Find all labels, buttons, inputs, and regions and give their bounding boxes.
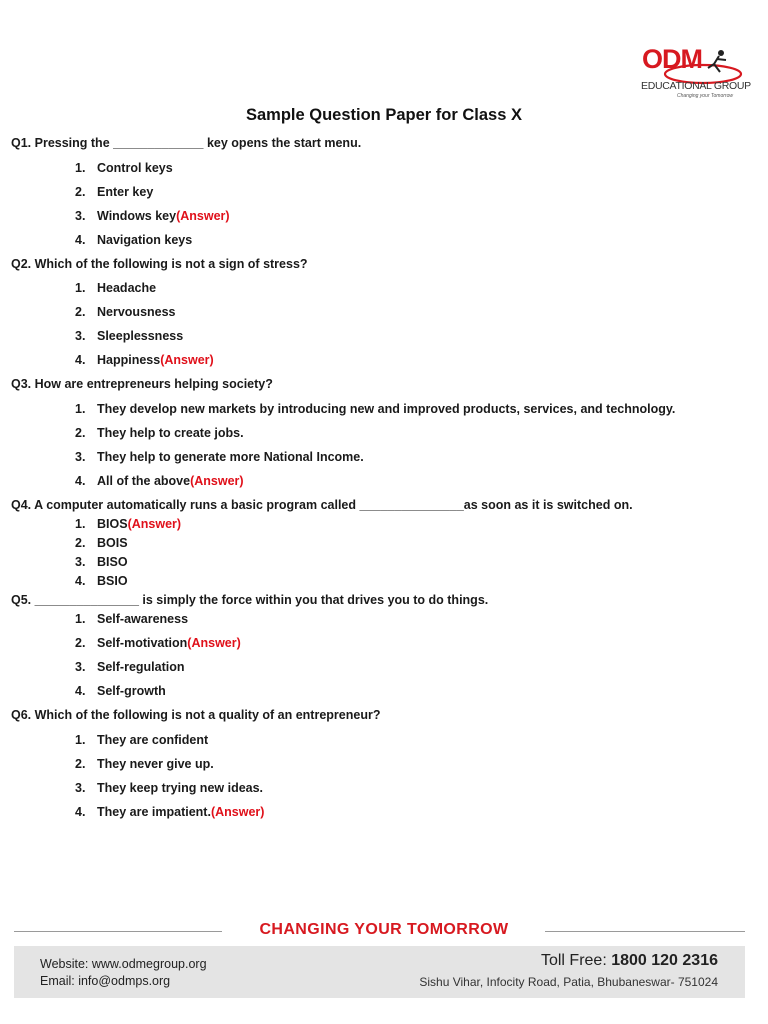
option-text: Navigation keys <box>97 233 193 247</box>
option-number: 2. <box>75 536 86 550</box>
question-4: Q4. A computer automatically runs a basic program called _______________as soon as it is switched on. <box>11 498 633 512</box>
footer-toll-free <box>541 952 718 970</box>
option-q2-3 <box>75 329 183 343</box>
toll-free-number: 1800 120 2316 <box>611 952 718 969</box>
option-text: They never give up. <box>97 757 214 771</box>
option-number: 1. <box>75 161 86 175</box>
option-q3-4 <box>75 474 244 488</box>
option-q3-3 <box>75 450 364 464</box>
answer-marker: (Answer) <box>127 517 182 531</box>
option-q5-4 <box>75 684 166 698</box>
option-q3-1 <box>75 402 675 416</box>
option-text: Nervousness <box>97 305 176 319</box>
answer-marker: (Answer) <box>176 209 230 223</box>
option-text: All of the above <box>97 474 191 488</box>
footer-website[interactable]: Website: www.odmegroup.org <box>40 957 207 971</box>
option-q5-1 <box>75 612 188 626</box>
option-text: They help to generate more National Income. <box>97 450 364 464</box>
logo-brand: ODM <box>642 44 702 74</box>
option-text: They are confident <box>97 733 209 747</box>
option-number: 3. <box>75 555 86 569</box>
option-q3-2 <box>75 426 244 440</box>
option-q1-3 <box>75 209 230 223</box>
option-number: 1. <box>75 733 86 747</box>
option-q2-2 <box>75 305 176 319</box>
logo-group-text: EDUCATIONAL GROUP <box>641 80 751 92</box>
option-q6-1 <box>75 733 208 747</box>
option-text: BIOS <box>97 517 128 531</box>
option-number: 4. <box>75 353 86 367</box>
footer-email[interactable]: Email: info@odmps.org <box>40 974 171 988</box>
answer-marker: (Answer) <box>187 636 241 650</box>
option-text: Self-growth <box>97 684 166 698</box>
option-number: 2. <box>75 305 86 319</box>
option-number: 3. <box>75 329 86 343</box>
question-6: Q6. Which of the following is not a quality of an entrepreneur? <box>11 708 381 722</box>
option-q5-2 <box>75 636 241 650</box>
option-q2-4 <box>75 353 214 367</box>
option-text: They develop new markets by introducing new and improved products, services, and technology. <box>97 402 676 416</box>
option-q4-1 <box>75 517 181 531</box>
option-number: 3. <box>75 209 86 223</box>
question-3: Q3. How are entrepreneurs helping society? <box>11 377 273 391</box>
option-q1-2 <box>75 185 153 199</box>
option-q5-3 <box>75 660 185 674</box>
option-text: BISO <box>97 555 128 569</box>
option-text: Control keys <box>97 161 173 175</box>
option-number: 3. <box>75 781 86 795</box>
option-text: Happiness <box>97 353 161 367</box>
option-q6-4 <box>75 805 264 819</box>
option-number: 1. <box>75 402 86 416</box>
option-number: 3. <box>75 450 86 464</box>
option-q1-4 <box>75 233 192 247</box>
answer-marker: (Answer) <box>160 353 214 367</box>
option-text: Enter key <box>97 185 154 199</box>
option-text: Self-motivation <box>97 636 188 650</box>
option-number: 4. <box>75 574 86 588</box>
option-text: Windows key <box>97 209 177 223</box>
option-q1-1 <box>75 161 173 175</box>
footer-contact-band <box>14 946 745 998</box>
option-number: 2. <box>75 185 86 199</box>
option-text: BSIO <box>97 574 128 588</box>
option-number: 2. <box>75 757 86 771</box>
option-number: 4. <box>75 474 86 488</box>
option-number: 4. <box>75 233 86 247</box>
option-q6-2 <box>75 757 214 771</box>
option-q2-1 <box>75 281 156 295</box>
option-number: 3. <box>75 660 86 674</box>
footer-slogan: CHANGING YOUR TOMORROW <box>259 921 509 938</box>
option-number: 4. <box>75 684 86 698</box>
option-q6-3 <box>75 781 263 795</box>
option-number: 4. <box>75 805 86 819</box>
logo-tagline: Changing your Tomorrow <box>677 93 733 99</box>
answer-marker: (Answer) <box>190 474 244 488</box>
answer-marker: (Answer) <box>210 805 265 819</box>
option-text: Self-regulation <box>97 660 185 674</box>
option-text: Sleeplessness <box>97 329 184 343</box>
option-number: 2. <box>75 636 86 650</box>
option-q4-3 <box>75 555 128 569</box>
question-5: Q5. _______________ is simply the force within you that drives you to do things. <box>11 593 489 607</box>
question-1: Q1. Pressing the _____________ key opens the start menu. <box>11 136 362 150</box>
option-text: Self-awareness <box>97 612 189 626</box>
option-text: Headache <box>97 281 157 295</box>
option-q4-4 <box>75 574 128 588</box>
option-number: 1. <box>75 517 86 531</box>
option-number: 1. <box>75 612 86 626</box>
option-text: BOIS <box>97 536 128 550</box>
option-q4-2 <box>75 536 128 550</box>
option-text: They are impatient. <box>97 805 211 819</box>
toll-free-label: Toll Free: <box>540 952 607 969</box>
option-text: They help to create jobs. <box>97 426 244 440</box>
question-2: Q2. Which of the following is not a sign of stress? <box>11 257 308 271</box>
option-number: 2. <box>75 426 86 440</box>
option-text: They keep trying new ideas. <box>97 781 264 795</box>
footer-address: Sishu Vihar, Infocity Road, Patia, Bhubaneswar- 751024 <box>419 975 718 989</box>
page-title: Sample Question Paper for Class X <box>245 106 522 124</box>
option-number: 1. <box>75 281 86 295</box>
